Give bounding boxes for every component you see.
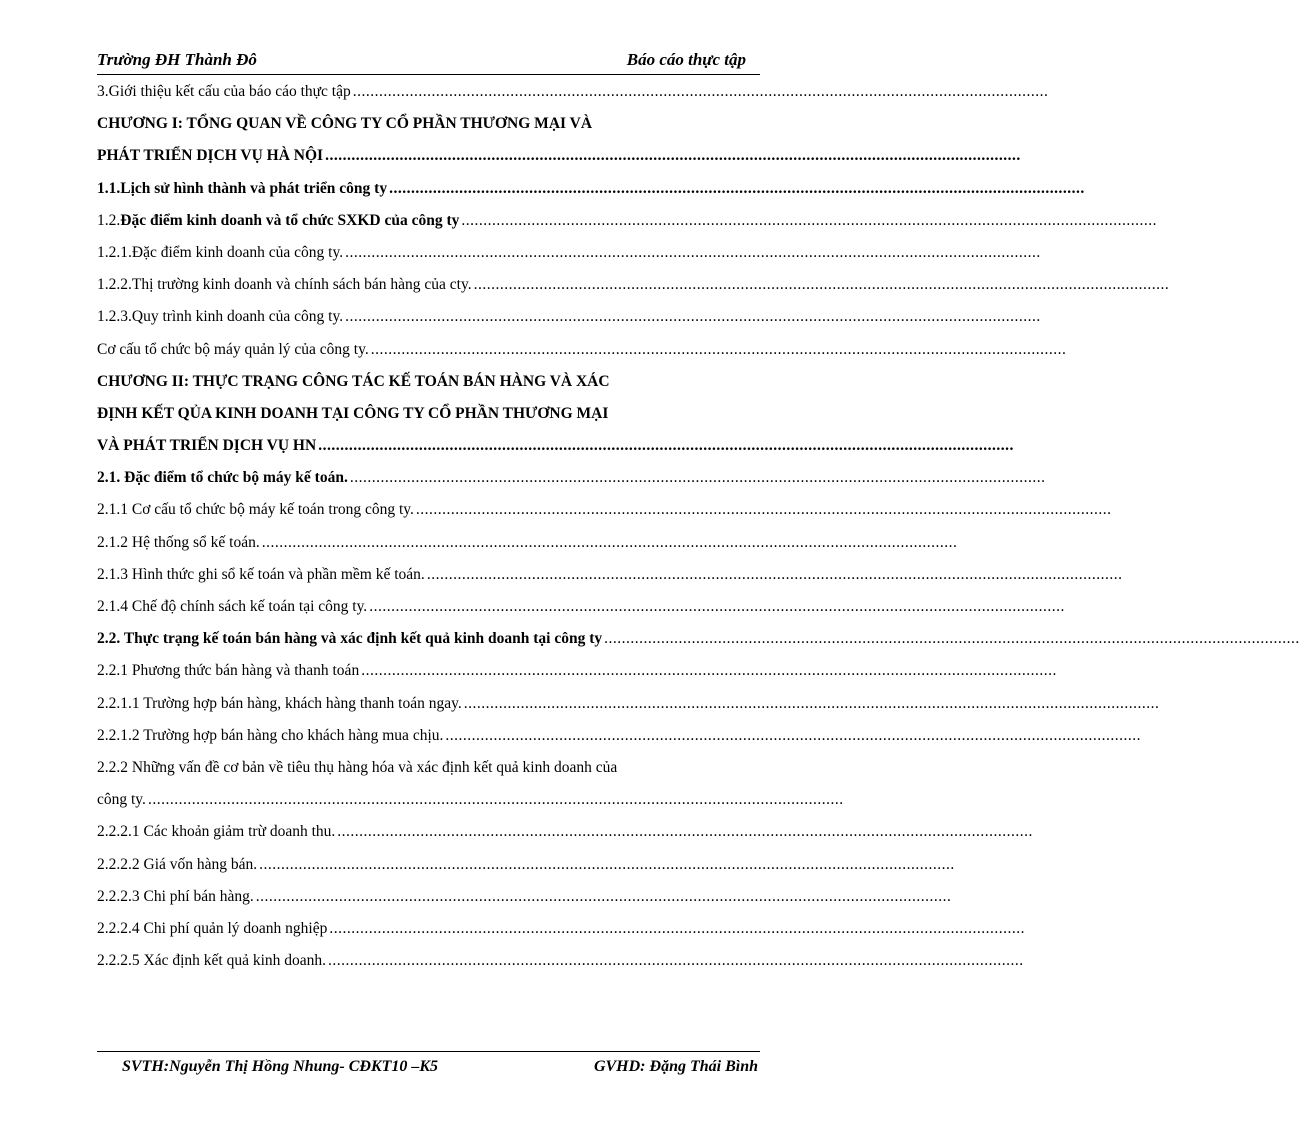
dot-leader: ............................................................................................................................................................... xyxy=(328,952,1024,970)
page-footer xyxy=(97,1051,760,1075)
school-name: Trường ĐH Thành Đô xyxy=(97,50,257,69)
toc-entry-2-1 xyxy=(97,462,1046,494)
report-title: Báo cáo thực tập xyxy=(626,50,746,69)
dot-leader: ............................................................................................................................................................... xyxy=(318,437,1014,455)
toc-entry-2-2-1-2 xyxy=(97,720,1141,752)
toc-entry-text: 2.1.3 Hình thức ghi sổ kế toán và phần mềm kế toán. xyxy=(97,565,425,583)
toc-entry-text: 2.2.1.2 Trường hợp bán hàng cho khách hàng mua chịu. xyxy=(97,726,444,744)
toc-entry-2-2-1 xyxy=(97,655,1057,687)
toc-entry-1-2-1 xyxy=(97,237,1041,269)
toc-entry-text: 2.2.2.4 Chi phí quản lý doanh nghiệp xyxy=(97,919,328,937)
toc-entry-text: 2.1. Đặc điểm tổ chức bộ máy kế toán. xyxy=(97,469,348,487)
toc-entry-number: 1.2.2. xyxy=(97,276,132,294)
toc-entry-2-2-2-3 xyxy=(97,881,952,913)
toc-entry-1-2-3 xyxy=(97,301,1041,333)
toc-entry-2-1-4 xyxy=(97,591,1065,623)
toc-entry-2-1-1 xyxy=(97,494,1112,526)
dot-leader: ............................................................................................................................................................... xyxy=(426,565,1123,583)
toc-entry-number: 1.2. xyxy=(97,211,121,229)
dot-leader: ............................................................................................................................................................... xyxy=(461,211,1158,229)
dot-leader: ............................................................................................................................................................... xyxy=(604,630,1300,648)
dot-leader: ............................................................................................................................................................... xyxy=(370,340,1067,358)
toc-entry-text: 2.1.1 Cơ cấu tổ chức bộ máy kế toán trong công ty. xyxy=(97,501,414,519)
toc-entry-text: Thị trường kinh doanh và chính sách bán hàng của cty. xyxy=(131,276,472,294)
toc-entry-text: 3.Giới thiệu kết cấu của báo cáo thực tập xyxy=(97,83,351,100)
toc-entry-text: 2.2.2.5 Xác định kết quả kinh doanh. xyxy=(97,952,327,970)
toc-entry-text: ĐỊNH KẾT QỦA KINH DOANH TẠI CÔNG TY CỔ PHẦN THƯƠNG MẠI xyxy=(97,404,609,422)
toc-entry-1-1 xyxy=(97,173,1085,205)
toc-entry-text: Quy trình kinh doanh của công ty. xyxy=(131,308,344,326)
dot-leader: ............................................................................................................................................................... xyxy=(445,726,1141,744)
toc-entry-2-2-1-1 xyxy=(97,688,1160,720)
toc-entry-1-2-2 xyxy=(97,269,1170,301)
toc-chapter-2-heading-cont xyxy=(97,398,757,430)
toc-entry-2-1-2 xyxy=(97,527,958,559)
dot-leader: ............................................................................................................................................................... xyxy=(345,308,1041,326)
toc-entry-text: 2.1.2 Hệ thống sổ kế toán. xyxy=(97,533,260,551)
dot-leader: ............................................................................................................................................................... xyxy=(147,791,844,809)
toc-entry-text: Cơ cấu tổ chức bộ máy quản lý của công ty. xyxy=(97,340,369,358)
toc-entry-text: Lịch sử hình thành và phát triển công ty xyxy=(120,179,388,197)
toc-entry-2-2-2-5 xyxy=(97,945,1024,977)
toc-entry-text: 2.1.4 Chế độ chính sách kế toán tại công ty. xyxy=(97,598,368,615)
dot-leader: ............................................................................................................................................................... xyxy=(255,887,952,905)
dot-leader: ............................................................................................................................................................... xyxy=(329,919,1025,937)
dot-leader: ............................................................................................................................................................... xyxy=(259,855,955,873)
toc-chapter-2-heading-end xyxy=(97,430,1014,462)
toc-entry-management-structure xyxy=(97,334,1067,366)
toc-entry-number: 1.2.1. xyxy=(97,243,132,261)
toc-entry-text: CHƯƠNG I: TỔNG QUAN VỀ CÔNG TY CỔ PHẦN THƯƠNG MẠI VÀ xyxy=(97,115,593,133)
dot-leader: ............................................................................................................................................................... xyxy=(337,823,1033,841)
toc-entry-2-2-2-cont xyxy=(97,784,844,816)
toc-entry-intro-structure xyxy=(97,76,1049,108)
toc-entry-text: công ty. xyxy=(97,791,146,809)
page-header xyxy=(97,46,760,75)
dot-leader: ............................................................................................................................................................... xyxy=(389,179,1085,197)
dot-leader: ............................................................................................................................................................... xyxy=(415,501,1112,519)
advisor-info: GVHD: Đặng Thái Bình xyxy=(593,1058,758,1075)
toc-entry-2-2-2-1 xyxy=(97,816,1033,848)
toc-entry-text: VÀ PHÁT TRIỂN DỊCH VỤ HN xyxy=(97,437,317,455)
table-of-contents xyxy=(97,76,1300,977)
dot-leader: ............................................................................................................................................................... xyxy=(463,694,1160,712)
toc-entry-text: 2.2.1 Phương thức bán hàng và thanh toán xyxy=(97,662,360,680)
toc-entry-text: 2.2.2.2 Giá vốn hàng bán. xyxy=(97,855,258,873)
toc-entry-2-2 xyxy=(97,623,1300,655)
dot-leader: ............................................................................................................................................................... xyxy=(361,662,1057,680)
toc-entry-text: PHÁT TRIỂN DỊCH VỤ HÀ NỘI xyxy=(97,147,324,165)
toc-entry-2-2-2-2 xyxy=(97,849,955,881)
student-info: SVTH:Nguyễn Thị Hồng Nhung- CĐKT10 –K5 xyxy=(122,1058,439,1075)
toc-entry-1-2 xyxy=(97,205,1158,237)
dot-leader: ............................................................................................................................................................... xyxy=(261,533,958,551)
toc-entry-2-1-3 xyxy=(97,559,1123,591)
dot-leader: ............................................................................................................................................................... xyxy=(345,243,1041,261)
toc-entry-text: CHƯƠNG II: THỰC TRẠNG CÔNG TÁC KẾ TOÁN BÁN HÀNG VÀ XÁC xyxy=(97,372,610,390)
toc-entry-2-2-2 xyxy=(97,752,757,784)
toc-entry-number: 1.2.3. xyxy=(97,308,132,326)
toc-entry-text: 2.2.2.1 Các khoản giảm trừ doanh thu. xyxy=(97,823,336,841)
dot-leader: ............................................................................................................................................................... xyxy=(349,469,1046,487)
toc-entry-text: 2.2.2.3 Chi phí bán hàng. xyxy=(97,887,254,905)
toc-entry-2-2-2-4 xyxy=(97,913,1025,945)
toc-entry-text: 2.2.1.1 Trường hợp bán hàng, khách hàng thanh toán ngay. xyxy=(97,694,462,712)
toc-entry-text: Đặc điểm kinh doanh và tổ chức SXKD của công ty xyxy=(120,211,460,229)
dot-leader: ............................................................................................................................................................... xyxy=(473,276,1170,294)
toc-chapter-2-heading xyxy=(97,366,757,398)
toc-entry-text: 2.2. Thực trạng kế toán bán hàng và xác định kết quả kinh doanh tại công ty xyxy=(97,630,603,648)
dot-leader: ............................................................................................................................................................... xyxy=(369,598,1065,615)
toc-chapter-1-heading-cont xyxy=(97,140,1021,172)
toc-entry-number: 1.1. xyxy=(97,179,121,197)
toc-entry-text: Đặc điểm kinh doanh của công ty. xyxy=(131,243,344,261)
dot-leader: ............................................................................................................................................................... xyxy=(325,147,1021,165)
toc-entry-text: 2.2.2 Những vấn đề cơ bản về tiêu thụ hàng hóa và xác định kết quả kinh doanh của xyxy=(97,758,618,776)
toc-chapter-1-heading xyxy=(97,108,757,140)
dot-leader: ............................................................................................................................................................... xyxy=(352,83,1049,100)
